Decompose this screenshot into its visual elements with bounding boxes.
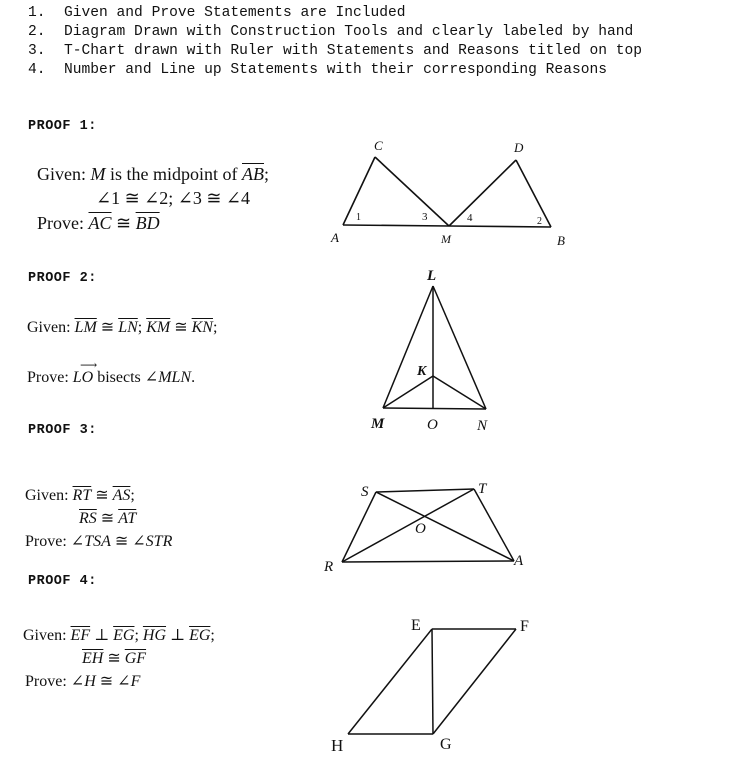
- segment-r-a: [342, 561, 514, 562]
- segment-m-n: [383, 408, 486, 409]
- semicolon: ;: [134, 627, 139, 644]
- label-e: E: [411, 617, 421, 634]
- proof-4-prove-line: [25, 671, 140, 691]
- proof-3-heading: PROOF 3:: [28, 423, 97, 438]
- segment-eg: $\overline{EG}$: [189, 627, 211, 644]
- proof-1-angles-line: ∠1 ≅ ∠2; ∠3 ≅ ∠4: [96, 188, 250, 208]
- label-a: A: [514, 553, 524, 569]
- instruction-number: 2.: [28, 24, 46, 40]
- segment-f-g: [433, 629, 516, 734]
- segment-k-m: [383, 376, 433, 408]
- segment-s-t: [376, 489, 474, 492]
- point-m: M: [90, 164, 106, 184]
- segment-m-b: [449, 226, 551, 227]
- segment-l-m: [383, 286, 433, 408]
- label-c: C: [374, 138, 383, 153]
- label-a: A: [331, 230, 339, 245]
- segment-a-c: [343, 157, 375, 225]
- instruction-item: [28, 42, 642, 61]
- segment-c-m: [375, 157, 449, 226]
- given-tail: ;: [212, 319, 218, 336]
- congruent-symbol: ≅: [96, 319, 119, 336]
- label-k: K: [417, 364, 427, 379]
- segment-a-m: [343, 225, 449, 226]
- segment-ab: $\overline{AB}$: [242, 164, 264, 184]
- segment-l-n: [433, 286, 486, 409]
- angle-label-4: 4: [467, 212, 473, 224]
- segment-d-b: [516, 160, 551, 227]
- angle-h: ∠H: [70, 673, 96, 690]
- instruction-item: [28, 61, 607, 80]
- proof-3-given-line-2: [79, 508, 136, 528]
- segment-e-g: [432, 629, 433, 734]
- segment-at: $\overline{AT}$: [118, 510, 137, 527]
- perpendicular-symbol: ⊥: [166, 627, 190, 644]
- proof-2-given-line: [27, 317, 217, 337]
- label-d: D: [514, 140, 524, 155]
- segment-k-n: [433, 376, 486, 409]
- instruction-text: Number and Line up Statements with their corresponding Reasons: [64, 62, 607, 78]
- segment-lm: $\overline{LM}$: [74, 319, 97, 336]
- segment-eg: $\overline{EG}$: [113, 627, 135, 644]
- label-o: O: [415, 521, 426, 537]
- instruction-text: Given and Prove Statements are Included: [64, 5, 406, 21]
- proof-4-heading: PROOF 4:: [28, 574, 97, 589]
- segment-bd: $\overline{BD}$: [135, 213, 160, 233]
- semicolon: ;: [210, 627, 215, 644]
- segment-r-t: [342, 489, 474, 562]
- semicolon: ;: [130, 487, 135, 504]
- segment-s-a: [376, 492, 514, 561]
- label-o: O: [427, 417, 438, 433]
- prove-label: Prove:: [25, 673, 67, 690]
- segment-m-d: [449, 160, 516, 226]
- congruent-symbol: ≅: [111, 213, 136, 233]
- label-b: B: [557, 233, 565, 248]
- instruction-text: Diagram Drawn with Construction Tools and clearly labeled by hand: [64, 24, 634, 40]
- proof-4-given-line-2: [82, 648, 146, 668]
- instruction-number: 3.: [28, 43, 46, 59]
- given-tail: ;: [264, 164, 270, 184]
- separator: ;: [137, 319, 143, 336]
- given-label: Given:: [25, 487, 69, 504]
- congruent-symbol: ≅: [170, 319, 192, 336]
- segment-ef: $\overline{EF}$: [70, 627, 91, 644]
- segment-e-h: [348, 629, 432, 734]
- segment-r-s: [342, 492, 376, 562]
- label-h: H: [331, 736, 344, 755]
- label-m: M: [371, 416, 385, 432]
- instruction-item: [28, 23, 633, 42]
- segment-t-a: [474, 489, 514, 561]
- segment-kn: $\overline{KN}$: [191, 319, 213, 336]
- label-l: L: [427, 268, 437, 284]
- angle-f: ∠F: [117, 673, 141, 690]
- congruent-symbol: ≅: [91, 487, 113, 504]
- instruction-number: 1.: [28, 5, 46, 21]
- segment-rs: $\overline{RS}$: [79, 510, 97, 527]
- label-f: F: [520, 618, 529, 635]
- proof-1-prove-line: [37, 213, 160, 234]
- label-t: T: [478, 481, 487, 497]
- label-g: G: [440, 736, 452, 753]
- proof-1-given-line: [37, 164, 269, 185]
- segment-ac: $\overline{AC}$: [88, 213, 112, 233]
- ray-lo-label: LO: [72, 369, 94, 386]
- proof-3-prove-line: [25, 531, 172, 551]
- instruction-text: T-Chart drawn with Ruler with Statements and Reasons titled on top: [64, 43, 643, 59]
- angle-label-2: 2: [537, 216, 542, 227]
- given-label: Given:: [37, 164, 86, 184]
- given-label: Given:: [23, 627, 67, 644]
- congruent-symbol: ≅: [110, 533, 133, 550]
- congruent-symbol: ≅: [103, 650, 125, 667]
- proof-4-given-line: [23, 625, 215, 645]
- segment-ln: $\overline{LN}$: [118, 319, 138, 336]
- label-r: R: [324, 559, 334, 575]
- angle-mln: ∠MLN: [144, 369, 192, 386]
- proof-2-prove-line: [27, 358, 196, 387]
- segment-km: $\overline{KM}$: [146, 319, 171, 336]
- congruent-symbol: ≅: [95, 673, 118, 690]
- label-n: N: [477, 418, 488, 434]
- label-s: S: [361, 484, 369, 500]
- period: .: [191, 369, 196, 386]
- instruction-number: 4.: [28, 62, 46, 78]
- angle-label-3: 3: [422, 211, 428, 223]
- segment-rt: $\overline{RT}$: [72, 487, 92, 504]
- congruent-symbol: ≅: [96, 510, 119, 527]
- segment-gf: $\overline{GF}$: [124, 650, 147, 667]
- segment-as: $\overline{AS}$: [112, 487, 131, 504]
- angle-label-1: 1: [356, 212, 361, 223]
- ray-arrow-icon: ⟶: [80, 358, 98, 372]
- perpendicular-symbol: ⊥: [90, 627, 114, 644]
- prove-label: Prove:: [27, 369, 69, 386]
- given-label: Given:: [27, 319, 71, 336]
- segment-eh: $\overline{EH}$: [82, 650, 104, 667]
- angle-str: ∠STR: [132, 533, 173, 550]
- proof-1-heading: PROOF 1:: [28, 119, 97, 134]
- prove-label: Prove:: [37, 213, 84, 233]
- prove-label: Prove:: [25, 533, 67, 550]
- instruction-item: [28, 4, 406, 23]
- angle-tsa: ∠TSA: [70, 533, 111, 550]
- proof-3-given-line: [25, 485, 135, 505]
- segment-hg: $\overline{HG}$: [142, 627, 167, 644]
- midpoint-text: is the midpoint of: [105, 164, 242, 184]
- proof-2-heading: PROOF 2:: [28, 271, 97, 286]
- label-m: M: [441, 232, 451, 246]
- ray-lo: [72, 358, 98, 386]
- bisects-text: bisects: [97, 369, 145, 386]
